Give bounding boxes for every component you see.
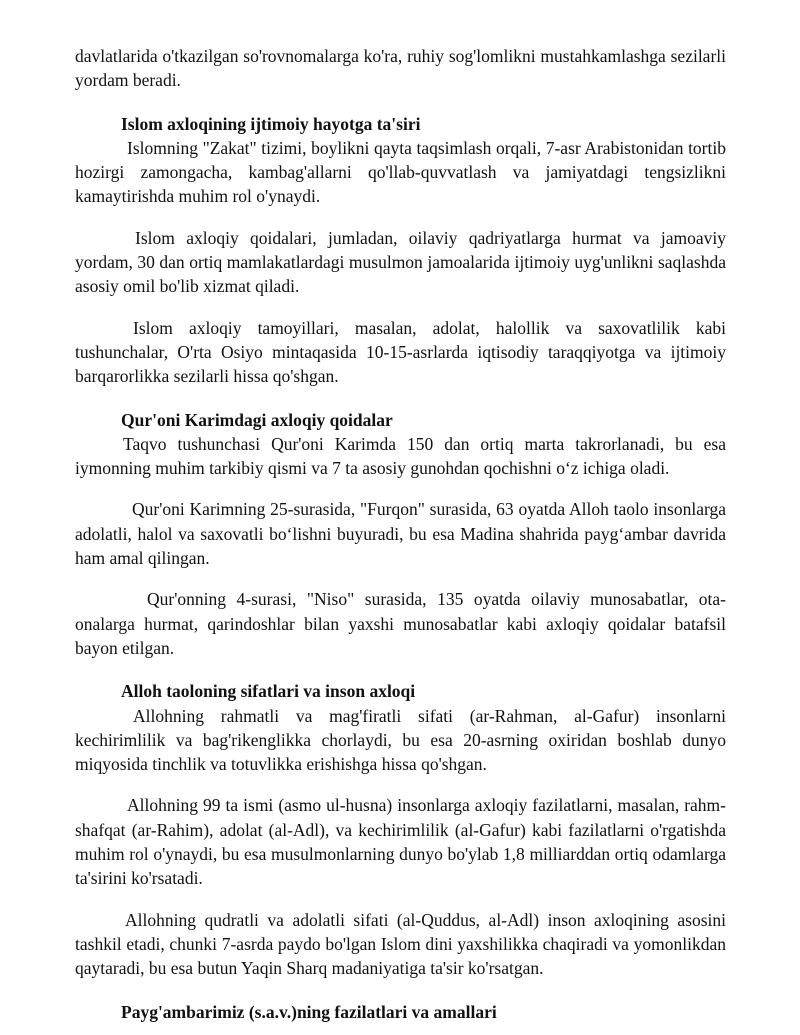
paragraph-quddus: Allohning qudratli va adolatli sifati (al-Quddus, al-Adl) inson axloqining asosini tashkil etadi, chunki 7-asrda paydo bo'lgan Islom dini yaxshilikka chaqiradi va yomonlikdan qaytaradi, bu esa butun Yaqin Sharq madaniyatiga ta'sir ko'rsatgan. <box>75 909 726 979</box>
paragraph-furqon: Qur'oni Karimning 25-surasida, "Furqon" surasida, 63 oyatda Alloh taolo insonlarga adolatli, halol va saxovatli bo‘lishni buyuradi, bu esa Madina shahrida payg‘ambar davrida ham amal qilingan. <box>75 499 726 569</box>
paragraph-central-asia: Islom axloqiy tamoyillari, masalan, adolat, halollik va saxovatlilik kabi tushunchalar, O'rta Osiyo mintaqasida 10-15-asrlarda iqtisodiy taraqqiyotga va ijtimoiy barqarorlikka sezilarli hissa qo'shgan. <box>75 317 726 387</box>
paragraph-99-names: Allohning 99 ta ismi (asmo ul-husna) insonlarga axloqiy fazilatlarni, masalan, rahm-shafqat (ar-Rahim), adolat (al-Adl), va kechirimlilik (al-Gafur) kabi fazilatlarni o'rgatishda muhim rol o'ynaydi, bu esa musulmonlarning dunyo bo'ylab 1,8 milliarddan ortiq odamlarga ta'sirini ko'rsatadi. <box>75 795 726 889</box>
heading-prophet-virtues: Payg'ambarimiz (s.a.v.)ning fazilatlari va amallari <box>121 1001 497 1022</box>
paragraph-zakat: Islomning "Zakat" tizimi, boylikni qayta taqsimlash orqali, 7-asr Arabistonidan tortib hozirgi zamongacha, kambag'allarni qo'llab-quvvatlash va jamiyatdagi tengsizlikni kamaytirishda muhim rol o'ynaydi. <box>75 137 726 207</box>
paragraph-niso: Qur'onning 4-surasi, "Niso" surasida, 135 oyatda oilaviy munosabatlar, ota-onalarga hurmat, qarindoshlar bilan yaxshi munosabatlar kabi axloqiy qoidalar batafsil bayon etilgan. <box>75 589 726 658</box>
paragraph-1: davlatlarida o'tkazilgan so'rovnomalarga ko'ra, ruhiy sog'lomlikni mustahkamlashga sezilarli yordam beradi. <box>75 46 726 91</box>
paragraph-taqwa: Taqvo tushunchasi Qur'oni Karimda 150 dan ortiq marta takrorlanadi, bu esa iymonning muhim tarkibiy qismi va 7 ta asosiy gunohdan qochishni o‘z ichiga oladi. <box>75 433 726 479</box>
document-page <box>75 44 726 1024</box>
paragraph-family-values: Islom axloqiy qoidalari, jumladan, oilaviy qadriyatlarga hurmat va jamoaviy yordam, 30 dan ortiq mamlakatlardagi musulmon jamoalarida ijtimoiy uyg'unlikni saqlashda asosiy omil bo'lib xizmat qiladi. <box>75 227 726 297</box>
heading-social-impact: Islom axloqining ijtimoiy hayotga ta'siri <box>121 113 421 134</box>
heading-quran-rules: Qur'oni Karimdagi axloqiy qoidalar <box>121 409 393 430</box>
heading-allah-attributes: Alloh taoloning sifatlari va inson axloqi <box>121 681 416 702</box>
paragraph-rahman: Allohning rahmatli va mag'firatli sifati (ar-Rahman, al-Gafur) insonlarni kechirimlilik va bag'rikenglikka chorlaydi, bu esa 20-asrning oxiridan boshlab dunyo miqyosida tinchlik va totuvlikka erishishga hissa qo'shgan. <box>75 705 726 775</box>
